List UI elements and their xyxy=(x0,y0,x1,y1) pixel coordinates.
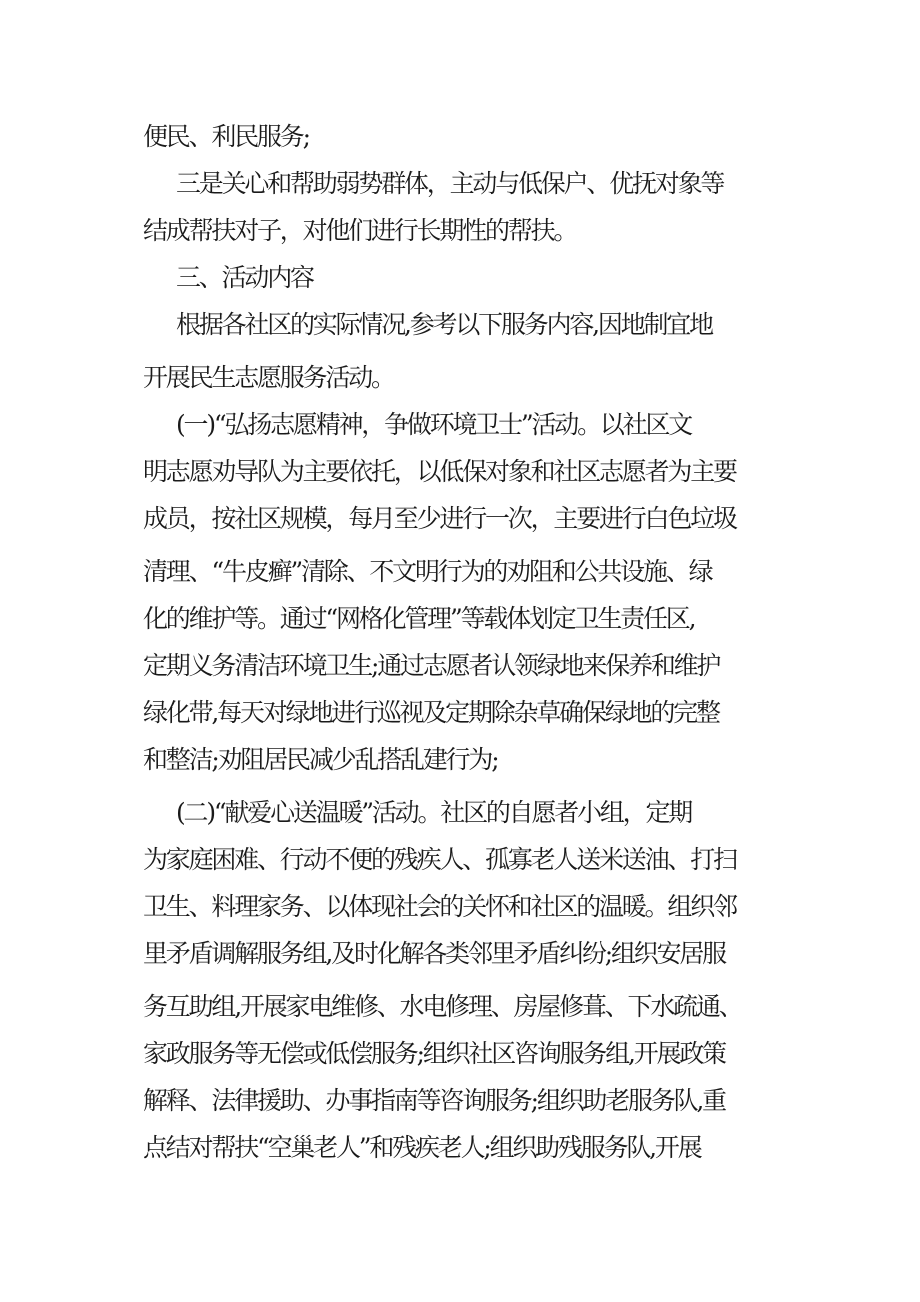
text-line-15: (二)“献爱心送温暖”活动。社区的自愿者小组，定期 xyxy=(176,798,692,827)
text-line-17: 卫生、料理家务、以体现社会的关怀和社区的温暖。组织邻 xyxy=(143,892,736,921)
text-line-20: 家政服务等无偿或低偿服务;组织社区咨询服务组,开展政策 xyxy=(143,1039,725,1068)
text-line-18: 里矛盾调解服务组,及时化解各类邻里矛盾纠纷;组织安居服 xyxy=(143,939,725,968)
text-line-21: 解释、法律援助、办事指南等咨询服务;组织助老服务队,重 xyxy=(143,1086,725,1115)
text-line-11: 化的维护等。通过“网格化管理”等载体划定卫生责任区, xyxy=(143,604,695,633)
text-line-7: (一)“弘扬志愿精神，争做环境卫士”活动。以社区文 xyxy=(176,410,692,439)
text-line-5: 根据各社区的实际情况,参考以下服务内容,因地制宜地 xyxy=(176,310,712,339)
text-line-16: 为家庭困难、行动不便的残疾人、孤寡老人送米送油、打扫 xyxy=(143,845,736,874)
text-line-14: 和整洁;劝阻居民减少乱搭乱建行为; xyxy=(143,745,498,774)
text-line-2: 三是关心和帮助弱势群体，主动与低保户、优抚对象等 xyxy=(176,169,724,198)
text-line-13: 绿化带,每天对绿地进行巡视及定期除杂草确保绿地的完整 xyxy=(143,698,719,727)
text-line-9: 成员，按社区规模，每月至少进行一次，主要进行白色垃圾 xyxy=(143,504,736,533)
text-line-22: 点结对帮扶“空巢老人”和残疾老人;组织助残服务队,开展 xyxy=(143,1133,701,1162)
section-heading: 三、活动内容 xyxy=(176,263,313,292)
text-line-1: 便民、利民服务; xyxy=(143,122,309,151)
text-line-8: 明志愿劝导队为主要依托，以低保对象和社区志愿者为主要 xyxy=(143,457,736,486)
text-line-12: 定期义务清洁环境卫生;通过志愿者认领绿地来保养和维护 xyxy=(143,651,720,680)
text-line-6: 开展民生志愿服务活动。 xyxy=(143,363,394,392)
text-line-3: 结成帮扶对子，对他们进行长期性的帮扶。 xyxy=(143,216,577,245)
text-line-19: 务互助组,开展家电维修、水电修理、房屋修葺、下水疏通、 xyxy=(143,992,742,1021)
text-line-10: 清理、“牛皮癣”清除、不文明行为的劝阻和公共设施、绿 xyxy=(143,557,712,586)
